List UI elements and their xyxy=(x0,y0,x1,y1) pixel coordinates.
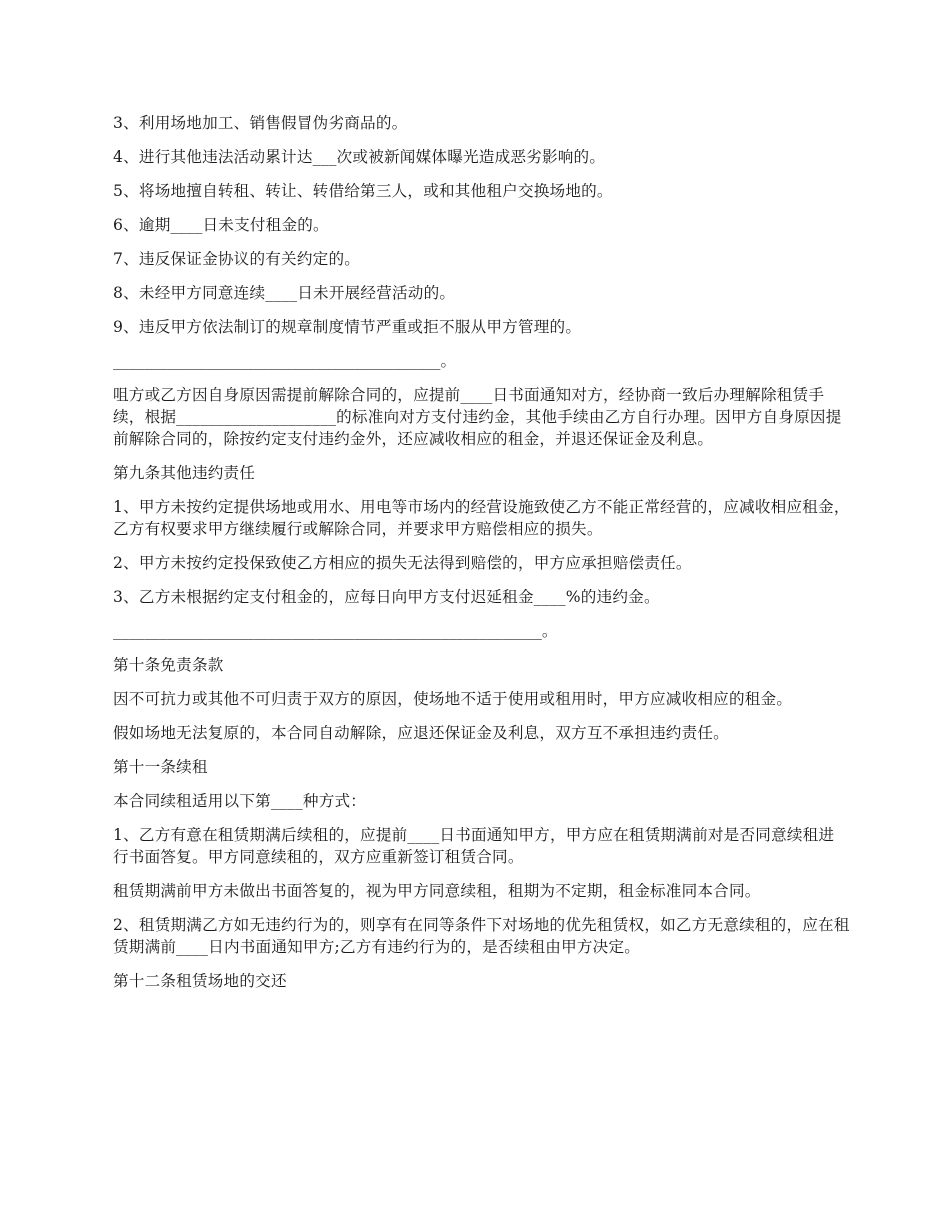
clause-item-8: 8、未经甲方同意连续____日未开展经营活动的。 xyxy=(113,284,456,302)
fill-in-blank-line: _______________________________________________________。 xyxy=(113,622,558,640)
article-11-intro: 本合同续租适用以下第____种方式： xyxy=(113,792,367,810)
clause-item-7: 7、违反保证金协议的有关约定的。 xyxy=(113,250,361,268)
article-11-item-1: 1、乙方有意在租赁期满后续租的，应提前____日书面通知甲方，甲方应在租赁期满前对是否同意续租进行书面答复。甲方同意续租的，双方应重新签订租赁合同。 xyxy=(113,826,835,866)
clause-item-5: 5、将场地擅自转租、转让、转借给第三人，或和其他租户交换场地的。 xyxy=(113,182,613,200)
fill-in-blank-line: __________________________________________。 xyxy=(113,352,457,370)
article-9-item-3: 3、乙方未根据约定支付租金的，应每日向甲方支付迟延租金____%的违约金。 xyxy=(113,588,660,606)
article-9-item-1: 1、甲方未按约定提供场地或用水、用电等市场内的经营设施致使乙方不能正常经营的，应减收相应租金，乙方有权要求甲方继续履行或解除合同，并要求甲方赔偿相应的损失。 xyxy=(113,498,850,538)
section-heading-article-9: 第九条其他违约责任 xyxy=(113,464,256,482)
section-heading-article-12: 第十二条租赁场地的交还 xyxy=(113,972,287,990)
clause-item-6: 6、逾期____日未支付租金的。 xyxy=(113,216,329,234)
clause-item-3: 3、利用场地加工、销售假冒伪劣商品的。 xyxy=(113,114,408,132)
section-heading-article-11: 第十一条续租 xyxy=(113,758,208,776)
article-11-paragraph: 租赁期满前甲方未做出书面答复的，视为甲方同意续租，租期为不定期，租金标准同本合同。 xyxy=(113,882,761,900)
article-11-item-2: 2、租赁期满乙方如无违约行为的，则享有在同等条件下对场地的优先租赁权，如乙方无意续租的，应在租赁期满前____日内书面通知甲方;乙方有违约行为的，是否续租由甲方决定。 xyxy=(113,916,850,956)
article-10-paragraph-1: 因不可抗力或其他不可归责于双方的原因，使场地不适于使用或租用时，甲方应减收相应的租金。 xyxy=(113,690,793,708)
article-9-item-2: 2、甲方未按约定投保致使乙方相应的损失无法得到赔偿的，甲方应承担赔偿责任。 xyxy=(113,554,692,572)
early-termination-paragraph: 咀方或乙方因自身原因需提前解除合同的，应提前____日书面通知对方，经协商一致后办理解除租赁手续，根据____________________的标准向对方支付违约金，其他手续由乙方自行办理。因甲方自身原因提前解除合同的，除按约定支付违约金外，还应减收相应的租金，并退还保证金及利息。 xyxy=(113,386,842,448)
article-10-paragraph-2: 假如场地无法复原的，本合同自动解除，应退还保证金及利息，双方互不承担违约责任。 xyxy=(113,724,729,742)
section-heading-article-10: 第十条免责条款 xyxy=(113,656,224,674)
clause-item-4: 4、进行其他违法活动累计达___次或被新闻媒体曝光造成恶劣影响的。 xyxy=(113,148,606,166)
clause-item-9: 9、违反甲方依法制订的规章制度情节严重或拒不服从甲方管理的。 xyxy=(113,318,582,336)
